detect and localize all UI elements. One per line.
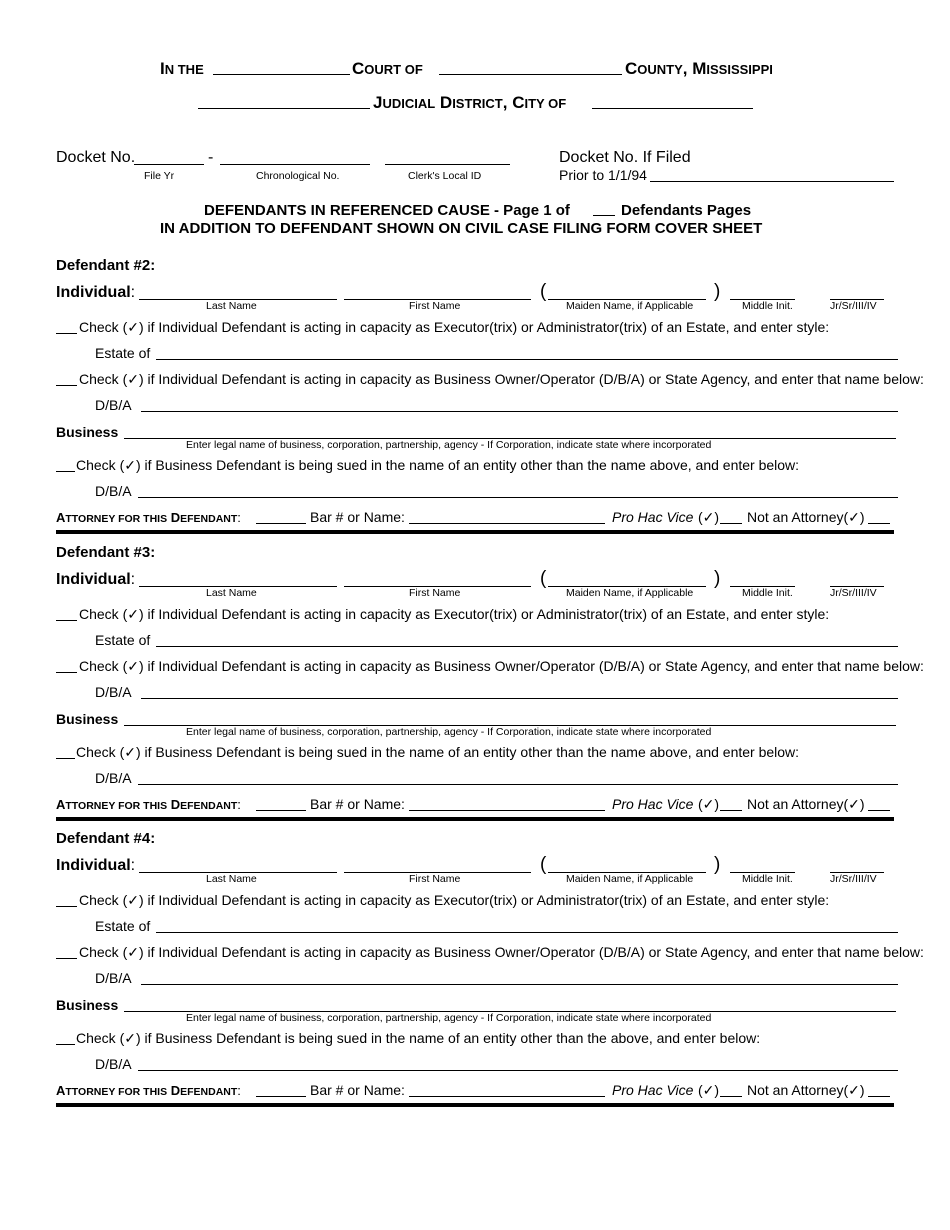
section-divider bbox=[56, 1103, 894, 1107]
city-field[interactable] bbox=[592, 108, 753, 109]
attorney-label-part: : bbox=[237, 510, 241, 525]
executor-check-text: Check (✓) if Individual Defendant is acting in capacity as Executor(trix) or Administrator(trix) of an Estate, and enter style: bbox=[79, 319, 830, 335]
maiden-caption: Maiden Name, if Applicable bbox=[566, 873, 694, 885]
attorney-check-field[interactable] bbox=[256, 1096, 306, 1097]
suffix-caption: Jr/Sr/III/IV bbox=[830, 873, 877, 885]
not-attorney-label: Not an Attorney(✓) bbox=[747, 509, 865, 525]
entity-dba-label: D/B/A bbox=[95, 770, 132, 786]
individual-colon: : bbox=[130, 857, 136, 874]
middle-caption: Middle Init. bbox=[742, 300, 793, 312]
file-yr-caption: File Yr bbox=[144, 170, 175, 182]
pro-hac-check: (✓) bbox=[698, 796, 720, 812]
business-label: Business bbox=[56, 997, 119, 1013]
not-attorney-label: Not an Attorney(✓) bbox=[747, 1082, 865, 1098]
maiden-open-paren: ( bbox=[540, 854, 547, 875]
attorney-label-part: A bbox=[56, 510, 66, 525]
court-header bbox=[160, 59, 204, 79]
entity-checkbox[interactable] bbox=[56, 1044, 75, 1045]
dba-check-text: Check (✓) if Individual Defendant is acting in capacity as Business Owner/Operator (D/B/A) or State Agency, and enter that name below: bbox=[79, 658, 924, 674]
individual-label bbox=[56, 571, 135, 589]
pro-hac-field[interactable] bbox=[720, 523, 742, 524]
section-divider bbox=[56, 530, 894, 534]
page-count-field[interactable] bbox=[593, 215, 615, 216]
maiden-open-paren: ( bbox=[540, 281, 547, 302]
entity-dba-label: D/B/A bbox=[95, 1056, 132, 1072]
last-name-caption: Last Name bbox=[206, 587, 257, 599]
executor-checkbox[interactable] bbox=[56, 906, 77, 907]
business-label: Business bbox=[56, 711, 119, 727]
not-attorney-label: Not an Attorney(✓) bbox=[747, 796, 865, 812]
dba-field[interactable] bbox=[141, 411, 898, 412]
file-yr-field[interactable] bbox=[134, 164, 204, 165]
maiden-caption: Maiden Name, if Applicable bbox=[566, 587, 694, 599]
county-prefix: C bbox=[625, 59, 638, 78]
first-name-caption: First Name bbox=[409, 587, 461, 599]
judicial-district-label bbox=[373, 93, 566, 113]
section-divider bbox=[56, 817, 894, 821]
maiden-close-paren: ) bbox=[714, 568, 721, 589]
maiden-caption: Maiden Name, if Applicable bbox=[566, 300, 694, 312]
estate-of-field[interactable] bbox=[156, 646, 898, 647]
defendant-3-heading: Defendant #3: bbox=[56, 544, 156, 561]
pro-hac-check: (✓) bbox=[698, 509, 720, 525]
dba-label: D/B/A bbox=[95, 397, 132, 413]
attorney-label-part: : bbox=[237, 797, 241, 812]
attorney-label-part: EFENDANT bbox=[180, 800, 238, 812]
executor-check-text: Check (✓) if Individual Defendant is acting in capacity as Executor(trix) or Administrator(trix) of an Estate, and enter style: bbox=[79, 892, 830, 908]
city-rest: ITY OF bbox=[524, 96, 567, 111]
court-prefix: C bbox=[352, 59, 365, 78]
title-defendants-pages: Defendants Pages bbox=[621, 202, 752, 219]
defendant-4-heading: Defendant #4: bbox=[56, 830, 156, 847]
middle-caption: Middle Init. bbox=[742, 873, 793, 885]
court-rest: OURT OF bbox=[364, 62, 423, 77]
attorney-label bbox=[56, 1083, 241, 1098]
estate-of-label: Estate of bbox=[95, 632, 151, 648]
in-the-prefix: I bbox=[160, 59, 165, 78]
dba-check-text: Check (✓) if Individual Defendant is acting in capacity as Business Owner/Operator (D/B/A) or State Agency, and enter that name below: bbox=[79, 371, 924, 387]
estate-of-label: Estate of bbox=[95, 345, 151, 361]
attorney-label-part: EFENDANT bbox=[180, 1086, 238, 1098]
prior-docket-field[interactable] bbox=[650, 181, 894, 182]
individual-text: Individual bbox=[56, 571, 131, 588]
judicial-district-field[interactable] bbox=[198, 108, 370, 109]
dba-check-text: Check (✓) if Individual Defendant is acting in capacity as Business Owner/Operator (D/B/A) or State Agency, and enter that name below: bbox=[79, 944, 924, 960]
bar-name-field[interactable] bbox=[409, 1096, 605, 1097]
entity-checkbox[interactable] bbox=[56, 471, 75, 472]
in-the-rest: N THE bbox=[164, 62, 204, 77]
county-name-field[interactable] bbox=[439, 74, 622, 75]
attorney-label bbox=[56, 510, 241, 525]
entity-checkbox[interactable] bbox=[56, 758, 75, 759]
executor-checkbox[interactable] bbox=[56, 620, 77, 621]
individual-label bbox=[56, 284, 135, 302]
attorney-label-part: TTORNEY FOR THIS bbox=[65, 800, 168, 812]
docket-dash: - bbox=[208, 149, 214, 166]
district-rest: ISTRICT bbox=[452, 96, 503, 111]
attorney-label bbox=[56, 797, 241, 812]
entity-check-text: Check (✓) if Business Defendant is being sued in the name of an entity other than the name above, and enter below: bbox=[76, 457, 800, 473]
dba-checkbox[interactable] bbox=[56, 385, 77, 386]
pro-hac-label: Pro Hac Vice bbox=[612, 1082, 694, 1098]
pro-hac-check: (✓) bbox=[698, 1082, 720, 1098]
dba-label: D/B/A bbox=[95, 684, 132, 700]
attorney-label-part: A bbox=[56, 1083, 66, 1098]
entity-dba-field[interactable] bbox=[138, 1070, 898, 1071]
business-caption: Enter legal name of business, corporation, partnership, agency - If Corporation, indicate state where incorporated bbox=[186, 439, 712, 451]
attorney-label-part: TTORNEY FOR THIS bbox=[65, 1086, 168, 1098]
executor-checkbox[interactable] bbox=[56, 333, 77, 334]
pro-hac-label: Pro Hac Vice bbox=[612, 509, 694, 525]
individual-label bbox=[56, 857, 135, 875]
entity-check-text: Check (✓) if Business Defendant is being sued in the name of an entity other than the name above, and enter below: bbox=[76, 744, 800, 760]
district-prefix: D bbox=[435, 93, 453, 112]
last-name-caption: Last Name bbox=[206, 300, 257, 312]
individual-colon: : bbox=[130, 284, 136, 301]
attorney-label-part: TTORNEY FOR THIS bbox=[65, 513, 168, 525]
docket-label: Docket No. bbox=[56, 149, 136, 166]
pro-hac-label: Pro Hac Vice bbox=[612, 796, 694, 812]
attorney-label-part: D bbox=[167, 797, 181, 812]
chronological-field[interactable] bbox=[220, 164, 370, 165]
pro-hac-field[interactable] bbox=[720, 1096, 742, 1097]
prior-label: Prior to 1/1/94 bbox=[559, 167, 647, 183]
state-rest: ISSISSIPPI bbox=[706, 62, 773, 77]
last-name-caption: Last Name bbox=[206, 873, 257, 885]
dba-label: D/B/A bbox=[95, 970, 132, 986]
estate-of-label: Estate of bbox=[95, 918, 151, 934]
attorney-label-part: A bbox=[56, 797, 66, 812]
clerk-caption: Clerk's Local ID bbox=[408, 170, 482, 182]
dba-checkbox[interactable] bbox=[56, 672, 77, 673]
dba-field[interactable] bbox=[141, 698, 898, 699]
bar-label: Bar # or Name: bbox=[310, 796, 405, 812]
individual-colon: : bbox=[130, 571, 136, 588]
maiden-open-paren: ( bbox=[540, 568, 547, 589]
entity-dba-field[interactable] bbox=[138, 497, 898, 498]
entity-dba-field[interactable] bbox=[138, 784, 898, 785]
dba-field[interactable] bbox=[141, 984, 898, 985]
city-prefix: , C bbox=[502, 93, 525, 112]
judicial-prefix: J bbox=[373, 93, 383, 112]
bar-name-field[interactable] bbox=[409, 810, 605, 811]
judicial-rest: UDICIAL bbox=[382, 96, 436, 111]
first-name-caption: First Name bbox=[409, 300, 461, 312]
pro-hac-field[interactable] bbox=[720, 810, 742, 811]
court-of-label bbox=[352, 59, 423, 79]
suffix-caption: Jr/Sr/III/IV bbox=[830, 300, 877, 312]
suffix-caption: Jr/Sr/III/IV bbox=[830, 587, 877, 599]
clerk-local-id-field[interactable] bbox=[385, 164, 510, 165]
court-name-field[interactable] bbox=[213, 74, 350, 75]
attorney-check-field[interactable] bbox=[256, 523, 306, 524]
not-attorney-field[interactable] bbox=[868, 523, 890, 524]
attorney-label-part: D bbox=[167, 510, 181, 525]
middle-caption: Middle Init. bbox=[742, 587, 793, 599]
defendant-2-heading: Defendant #2: bbox=[56, 257, 156, 274]
title-line-1 bbox=[204, 202, 570, 219]
maiden-close-paren: ) bbox=[714, 854, 721, 875]
bar-label: Bar # or Name: bbox=[310, 1082, 405, 1098]
attorney-check-field[interactable] bbox=[256, 810, 306, 811]
bar-label: Bar # or Name: bbox=[310, 509, 405, 525]
individual-text: Individual bbox=[56, 857, 131, 874]
business-caption: Enter legal name of business, corporation, partnership, agency - If Corporation, indicate state where incorporated bbox=[186, 726, 712, 738]
attorney-label-part: EFENDANT bbox=[180, 513, 238, 525]
docket-if-filed-label: Docket No. If Filed bbox=[559, 149, 691, 166]
title-line-2: IN ADDITION TO DEFENDANT SHOWN ON CIVIL CASE FILING FORM COVER SHEET bbox=[160, 220, 763, 237]
county-label bbox=[625, 59, 773, 79]
state-prefix: , M bbox=[682, 59, 707, 78]
business-caption: Enter legal name of business, corporation, partnership, agency - If Corporation, indicate state where incorporated bbox=[186, 1012, 712, 1024]
entity-dba-label: D/B/A bbox=[95, 483, 132, 499]
business-label: Business bbox=[56, 424, 119, 440]
not-attorney-field[interactable] bbox=[868, 810, 890, 811]
estate-of-field[interactable] bbox=[156, 932, 898, 933]
first-name-caption: First Name bbox=[409, 873, 461, 885]
executor-check-text: Check (✓) if Individual Defendant is acting in capacity as Executor(trix) or Administrator(trix) of an Estate, and enter style: bbox=[79, 606, 830, 622]
title-page-of: DEFENDANTS IN REFERENCED CAUSE - Page 1 of bbox=[204, 202, 570, 219]
bar-name-field[interactable] bbox=[409, 523, 605, 524]
individual-text: Individual bbox=[56, 284, 131, 301]
attorney-label-part: : bbox=[237, 1083, 241, 1098]
attorney-label-part: D bbox=[167, 1083, 181, 1098]
not-attorney-field[interactable] bbox=[868, 1096, 890, 1097]
chrono-caption: Chronological No. bbox=[256, 170, 340, 182]
dba-checkbox[interactable] bbox=[56, 958, 77, 959]
entity-check-text: Check (✓) if Business Defendant is being sued in the name of an entity other than the above, and enter below: bbox=[76, 1030, 761, 1046]
county-rest: OUNTY bbox=[637, 62, 683, 77]
estate-of-field[interactable] bbox=[156, 359, 898, 360]
maiden-close-paren: ) bbox=[714, 281, 721, 302]
